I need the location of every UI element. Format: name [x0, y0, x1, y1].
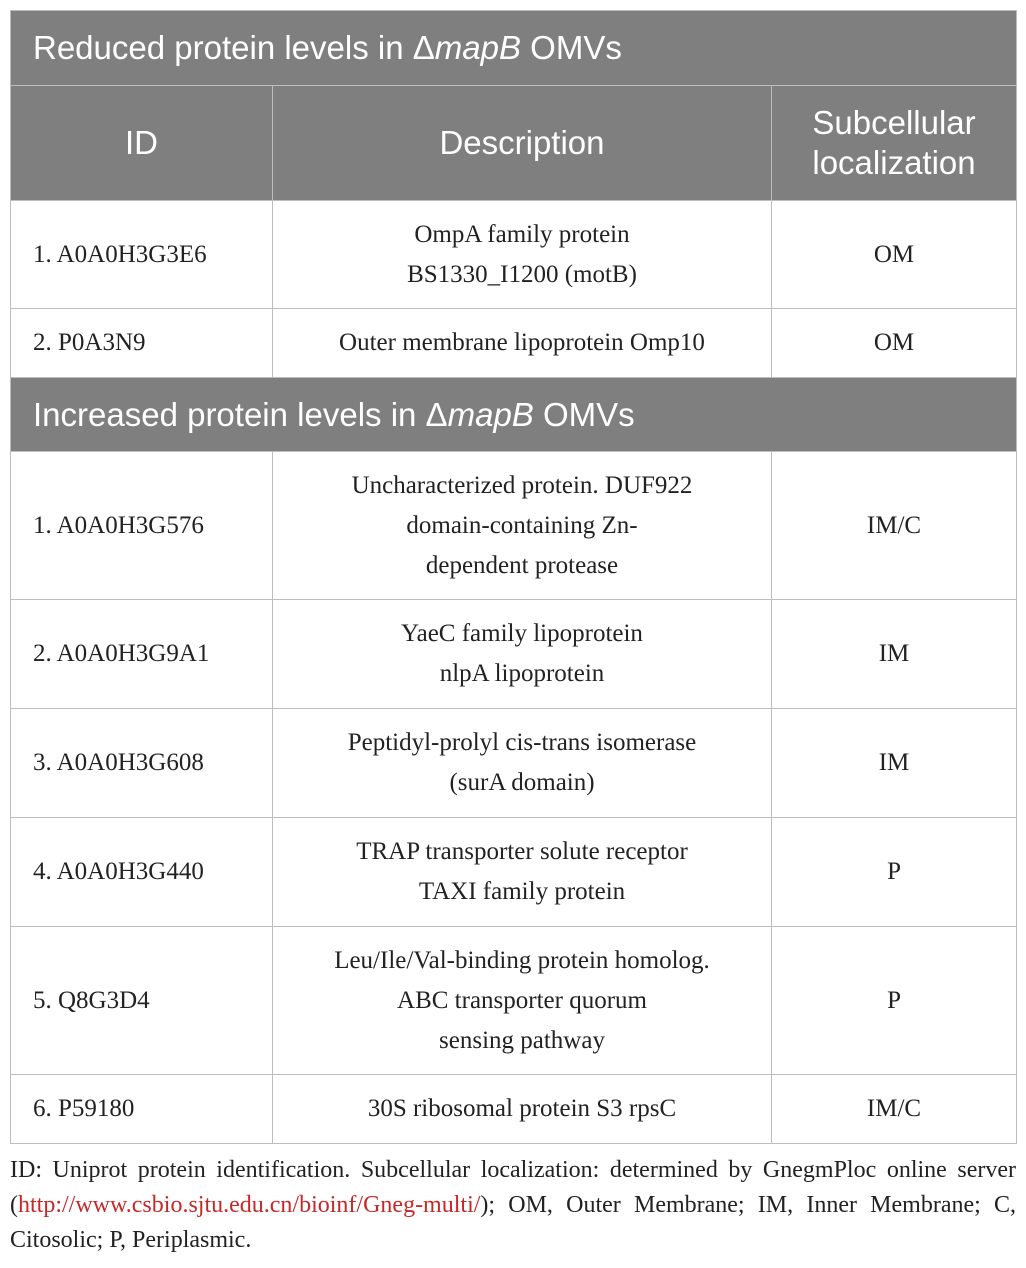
protein-id: 6. P59180 [11, 1075, 273, 1144]
description-line: Outer membrane lipoprotein Omp10 [339, 329, 705, 356]
section-title-prefix: Increased protein levels in Δ [33, 395, 448, 433]
section-title-reduced [11, 11, 1017, 86]
table-row [11, 452, 1017, 600]
footnote-text-start: ID: Uniprot protein identification. Subcellular localization: determined by GnegmPloc online server ( [10, 1157, 1016, 1218]
protein-id: 2. P0A3N9 [11, 309, 273, 378]
description-line: nlpA lipoprotein [439, 660, 605, 687]
description-line: Peptidyl-prolyl cis-trans isomerase [347, 729, 697, 756]
description-line: Uncharacterized protein. DUF922 [351, 471, 693, 499]
protein-table [10, 10, 1017, 1144]
subcellular-localization: P [772, 927, 1017, 1075]
protein-id: 3. A0A0H3G608 [11, 709, 273, 818]
description-line: YaeC family lipoprotein [401, 620, 643, 647]
description-line: 30S ribosomal protein S3 rpsC [367, 1095, 677, 1122]
table-row [11, 818, 1017, 927]
gnegmploc-link[interactable]: http://www.csbio.sjtu.edu.cn/bioinf/Gneg-multi/ [18, 1192, 481, 1218]
protein-id: 4. A0A0H3G440 [11, 818, 273, 927]
protein-id: 5. Q8G3D4 [11, 927, 273, 1075]
subcellular-localization: P [772, 818, 1017, 927]
section-title-gene: mapB [434, 29, 521, 66]
section-title-suffix: OMVs [533, 395, 635, 433]
footnote-text-end: ); OM, Outer Membrane; IM, Inner Membrane; C, Citosolic; P, Periplasmic. [10, 1192, 1016, 1253]
table-row [11, 709, 1017, 818]
subcellular-localization: IM/C [772, 1075, 1017, 1144]
protein-description [273, 309, 772, 378]
column-header-localization-line1: Subcellular [812, 104, 976, 141]
description-line: domain-containing Zn- [406, 511, 638, 539]
description-line: TAXI family protein [418, 878, 626, 905]
description-line: sensing pathway [439, 1026, 605, 1054]
protein-description [273, 1075, 772, 1144]
description-line: BS1330_I1200 (motB) [407, 260, 637, 288]
column-header-localization [772, 86, 1017, 201]
description-line: dependent protease [425, 551, 619, 579]
table-row [11, 600, 1017, 709]
column-header-row [11, 86, 1017, 201]
column-header-localization-line2: localization [812, 144, 976, 181]
description-line: ABC transporter quorum [397, 986, 647, 1014]
section-title-gene: mapB [447, 395, 534, 433]
protein-table-container [10, 10, 1016, 1144]
subcellular-localization: IM [772, 600, 1017, 709]
subcellular-localization: IM/C [772, 452, 1017, 600]
section-header-reduced [11, 11, 1017, 86]
table-row [11, 1075, 1017, 1144]
section-header-increased [11, 378, 1017, 452]
section-title-suffix: OMVs [521, 29, 622, 66]
section-title-increased [11, 378, 1017, 452]
subcellular-localization: OM [772, 201, 1017, 309]
protein-description [273, 709, 772, 818]
protein-description [273, 452, 772, 600]
table-footnote [10, 1153, 1016, 1258]
protein-id: 1. A0A0H3G576 [11, 452, 273, 600]
protein-description [273, 927, 772, 1075]
protein-id: 1. A0A0H3G3E6 [11, 201, 273, 309]
protein-id: 2. A0A0H3G9A1 [11, 600, 273, 709]
protein-description [273, 818, 772, 927]
description-line: TRAP transporter solute receptor [356, 838, 688, 865]
description-line: OmpA family protein [414, 220, 630, 248]
table-row [11, 201, 1017, 309]
column-header-id: ID [11, 86, 273, 201]
description-line: (surA domain) [449, 769, 595, 796]
description-line: Leu/Ile/Val-binding protein homolog. [334, 946, 710, 974]
subcellular-localization: OM [772, 309, 1017, 378]
column-header-description: Description [273, 86, 772, 201]
section-title-prefix: Reduced protein levels in Δ [33, 29, 435, 66]
protein-description [273, 201, 772, 309]
subcellular-localization: IM [772, 709, 1017, 818]
table-row [11, 927, 1017, 1075]
protein-description [273, 600, 772, 709]
table-row [11, 309, 1017, 378]
